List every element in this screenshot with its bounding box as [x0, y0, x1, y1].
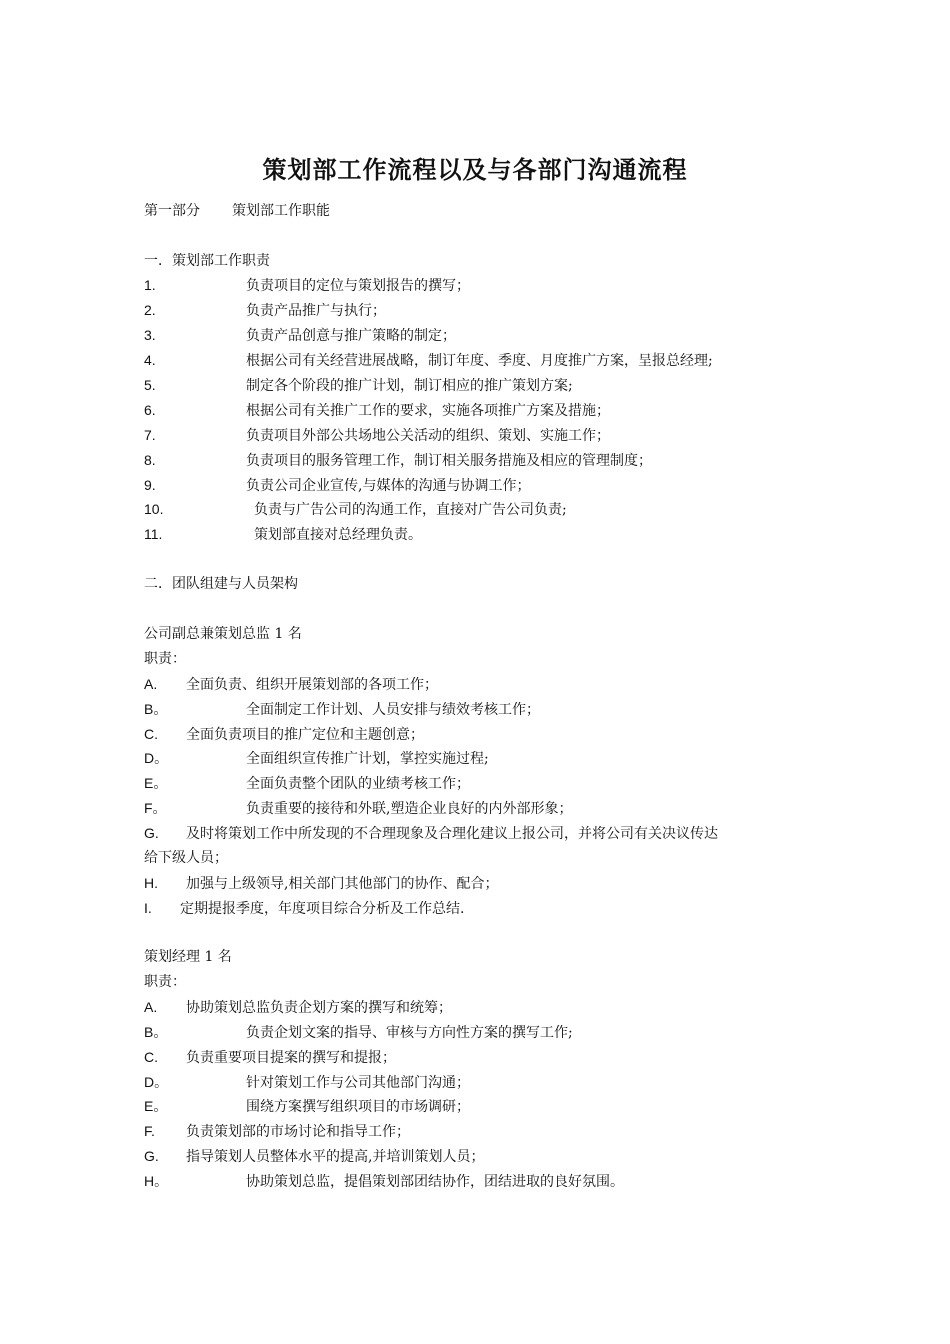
list-item — [144, 773, 470, 794]
list-item — [144, 724, 424, 745]
item-text: 指导策划人员整体水平的提高,并培训策划人员； — [186, 1149, 485, 1165]
list-item — [144, 898, 464, 919]
item-text: 加强与上级领导,相关部门其他部门的协作、配合； — [186, 876, 499, 892]
item-number: E。 — [144, 775, 168, 791]
list-item — [144, 524, 422, 545]
item-text: 负责重要项目提案的撰写和提报； — [186, 1050, 396, 1066]
item-number: 3. — [144, 327, 156, 343]
section-heading-1: 一．策划部工作职责 — [144, 253, 270, 269]
list-item — [144, 1022, 573, 1043]
item-text: 根据公司有关推广工作的要求，实施各项推广方案及措施； — [246, 403, 610, 419]
item-number: I. — [144, 900, 152, 916]
item-text: 给下级人员； — [144, 850, 228, 866]
list-item — [144, 699, 540, 720]
item-text: 负责与广告公司的沟通工作，直接对广告公司负责; — [254, 502, 567, 518]
item-text: 围绕方案撰写组织项目的市场调研； — [246, 1099, 470, 1115]
item-number: G. — [144, 825, 159, 841]
item-number: E。 — [144, 1098, 168, 1114]
item-number: F。 — [144, 800, 167, 816]
item-number: 11. — [144, 526, 163, 542]
duty-label: 职责： — [144, 974, 186, 990]
item-text: 协助策划总监，提倡策划部团结协作，团结进取的良好氛围。 — [246, 1174, 624, 1190]
document-title: 策划部工作流程以及与各部门沟通流程 — [262, 155, 688, 184]
item-number: 4. — [144, 352, 156, 368]
duty-label: 职责： — [144, 651, 186, 667]
item-text: 定期提报季度，年度项目综合分析及工作总结. — [180, 901, 465, 917]
list-item — [144, 798, 572, 819]
item-number: 7. — [144, 427, 156, 443]
list-item — [144, 1171, 624, 1192]
list-item — [144, 1146, 484, 1167]
item-number: H. — [144, 875, 158, 891]
item-text: 全面负责、组织开展策划部的各项工作； — [186, 677, 438, 693]
item-text: 协助策划总监负责企划方案的撰写和统筹； — [186, 1000, 452, 1016]
list-item — [144, 1096, 470, 1117]
part-label: 第一部分 — [144, 203, 200, 219]
list-item — [144, 300, 386, 321]
item-number: 10. — [144, 501, 164, 517]
list-item — [144, 873, 498, 894]
item-text: 负责重要的接待和外联,塑造企业良好的内外部形象； — [246, 801, 573, 817]
list-item — [144, 425, 610, 446]
item-number: D。 — [144, 750, 169, 766]
item-text: 负责项目的定位与策划报告的撰写； — [246, 278, 470, 294]
role-title: 策划经理 1 名 — [144, 949, 232, 965]
list-item — [144, 450, 652, 471]
item-number: B。 — [144, 701, 168, 717]
item-number: 8. — [144, 452, 156, 468]
item-text: 全面负责项目的推广定位和主题创意； — [186, 727, 424, 743]
item-number: 2. — [144, 302, 156, 318]
list-item-continued — [144, 848, 228, 868]
list-item — [144, 997, 452, 1018]
item-number: C. — [144, 726, 158, 742]
list-item — [144, 1047, 396, 1068]
item-text: 全面负责整个团队的业绩考核工作； — [246, 776, 470, 792]
item-number: 5. — [144, 377, 156, 393]
item-number: F. — [144, 1123, 155, 1139]
list-item — [144, 400, 610, 421]
item-text: 根据公司有关经营进展战略，制订年度、季度、月度推广方案，呈报总经理; — [246, 353, 713, 369]
list-item — [144, 674, 438, 695]
item-text: 负责项目的服务管理工作，制订相关服务措施及相应的管理制度； — [246, 453, 652, 469]
item-number: 6. — [144, 402, 156, 418]
list-item — [144, 748, 489, 769]
list-item — [144, 1121, 410, 1142]
list-item — [144, 823, 718, 844]
role-title: 公司副总兼策划总监 1 名 — [144, 626, 302, 642]
list-item — [144, 475, 530, 496]
list-item — [144, 275, 470, 296]
item-text: 负责项目外部公共场地公关活动的组织、策划、实施工作； — [246, 428, 610, 444]
item-number: A. — [144, 676, 158, 692]
item-text: 针对策划工作与公司其他部门沟通； — [246, 1075, 470, 1091]
item-text: 策划部直接对总经理负责。 — [254, 527, 422, 543]
item-text: 负责公司企业宣传,与媒体的沟通与协调工作； — [246, 478, 531, 494]
item-number: D。 — [144, 1074, 169, 1090]
item-text: 制定各个阶段的推广计划，制订相应的推广策划方案; — [246, 378, 573, 394]
item-number: C. — [144, 1049, 158, 1065]
section-heading-2: 二．团队组建与人员架构 — [144, 576, 298, 592]
item-text: 负责产品推广与执行； — [246, 303, 386, 319]
item-number: G. — [144, 1148, 159, 1164]
item-number: B。 — [144, 1024, 168, 1040]
item-text: 及时将策划工作中所发现的不合理现象及合理化建议上报公司，并将公司有关决议传达 — [186, 826, 718, 842]
item-number: 9. — [144, 477, 156, 493]
part-name: 策划部工作职能 — [232, 203, 330, 219]
item-number: A. — [144, 999, 158, 1015]
item-text: 全面制定工作计划、人员安排与绩效考核工作； — [246, 702, 540, 718]
list-item — [144, 350, 713, 371]
item-text: 负责产品创意与推广策略的制定； — [246, 328, 456, 344]
item-text: 负责策划部的市场讨论和指导工作； — [186, 1124, 410, 1140]
item-text: 负责企划文案的指导、审核与方向性方案的撰写工作; — [246, 1025, 573, 1041]
item-text: 全面组织宣传推广计划，掌控实施过程; — [246, 751, 489, 767]
list-item — [144, 325, 456, 346]
item-number: H。 — [144, 1173, 169, 1189]
list-item — [144, 375, 573, 396]
item-number: 1. — [144, 277, 156, 293]
list-item — [144, 1072, 470, 1093]
part-heading — [144, 201, 330, 221]
list-item — [144, 499, 567, 520]
